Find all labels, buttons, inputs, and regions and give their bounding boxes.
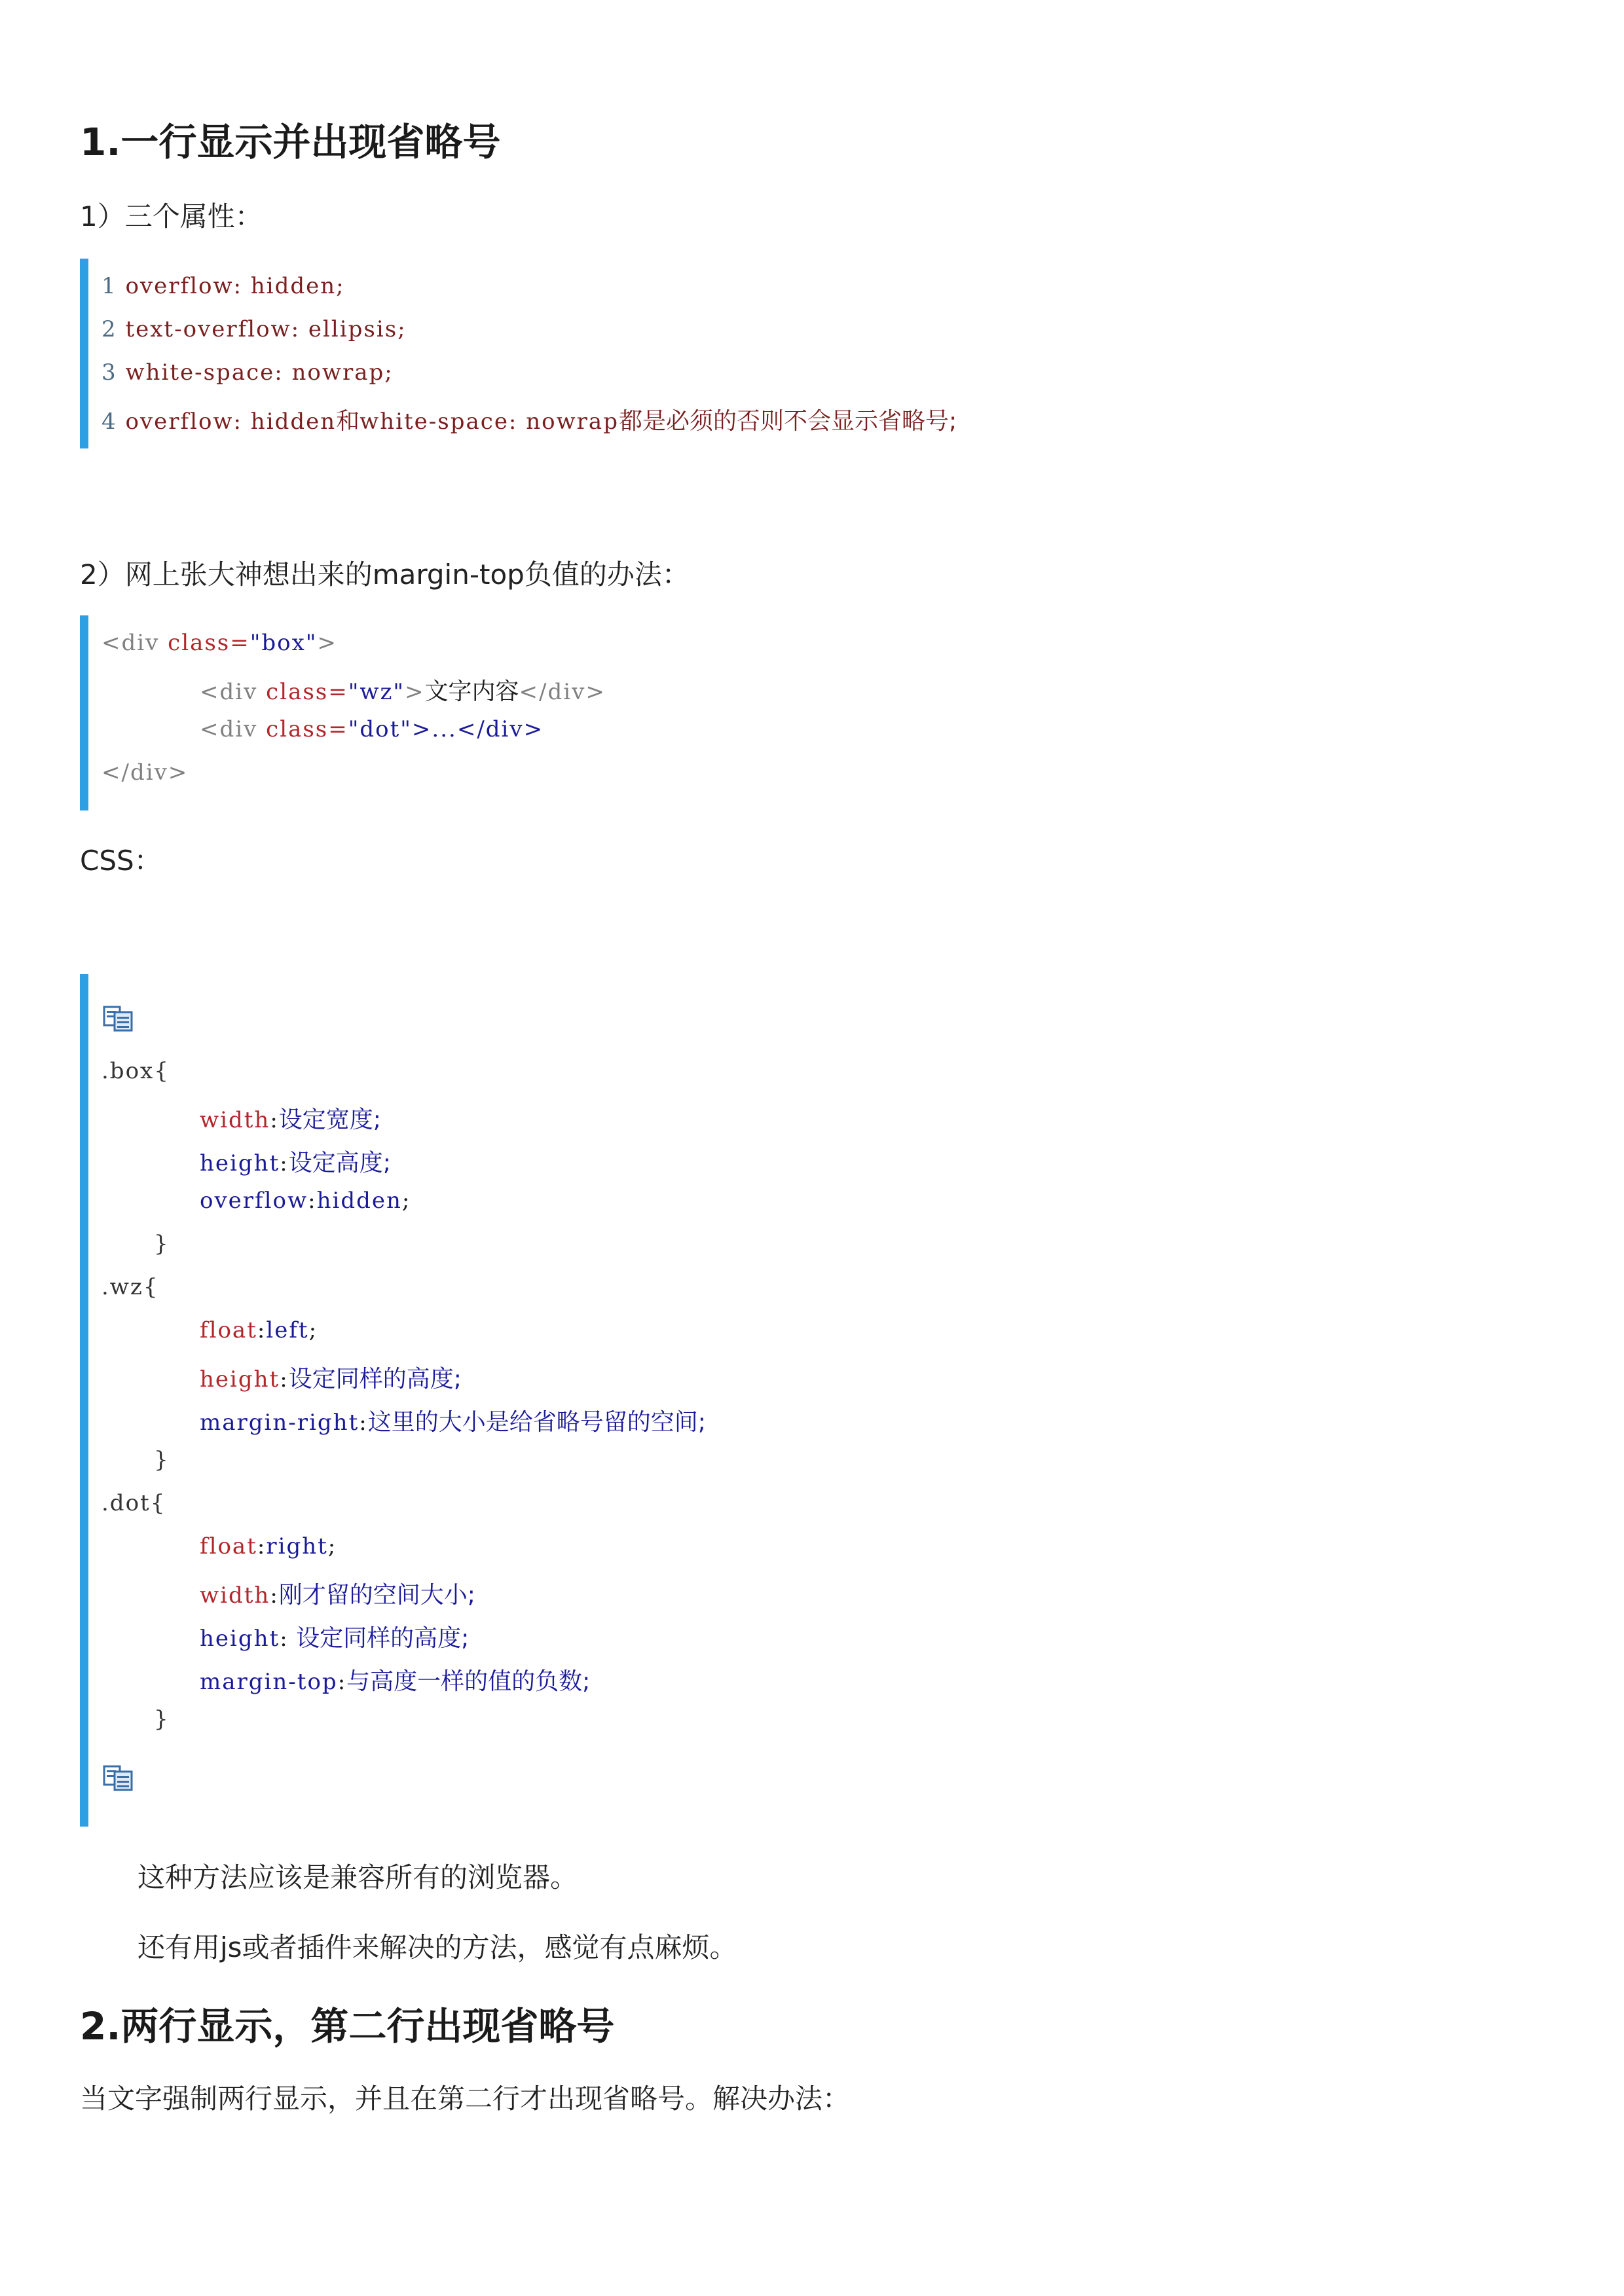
css-wz-height: height:设定同样的高度; [200,1366,462,1393]
html-line-3: <div class="dot">...</div> [200,716,544,742]
section2-title: 2.两行显示，第二行出现省略号 [80,2004,615,2049]
css-dot-height: height: 设定同样的高度; [200,1625,470,1652]
html-line-2: <div class="wz">文字内容</div> [200,678,606,705]
css-selector-wz: .wz{ [101,1274,159,1300]
css-box-height: height:设定高度; [200,1150,391,1176]
css-dot-float: float:right; [200,1533,337,1559]
section1-title: 1.一行显示并出现省略号 [80,120,501,164]
code-block-html [80,615,1071,811]
code-line-4: 4 overflow: hidden和white-space: nowrap都是必须的否则不会显示省略号; [101,408,957,435]
copy-code-icon[interactable] [103,1006,134,1032]
copy-code-icon[interactable] [103,1765,134,1791]
code-line-3: 3 white-space: nowrap; [101,359,394,386]
css-close-brace-1: } [154,1231,170,1257]
code-line-1: 1 overflow: hidden; [101,273,345,299]
css-close-brace-2: } [154,1447,170,1473]
css-box-width: width:设定宽度; [200,1106,381,1133]
paragraph-js-plugins: 还有用js或者插件来解决的方法，感觉有点麻烦。 [138,1931,737,1963]
css-label: CSS： [80,845,162,877]
css-selector-box: .box{ [101,1058,170,1084]
code-block-properties [80,259,1071,448]
subheading-margin-top-method: 2）网上张大神想出来的margin-top负值的办法： [80,558,690,591]
paragraph-compatibility: 这种方法应该是兼容所有的浏览器。 [138,1861,578,1893]
section2-paragraph: 当文字强制两行显示，并且在第二行才出现省略号。解决办法： [80,2083,851,2115]
html-line-4: </div> [101,759,189,786]
css-selector-dot: .dot{ [101,1490,166,1516]
css-wz-margin-right: margin-right:这里的大小是给省略号留的空间; [200,1409,706,1436]
css-close-brace-3: } [154,1706,170,1732]
css-dot-margin-top: margin-top:与高度一样的值的负数; [200,1668,591,1695]
css-wz-float: float:left; [200,1317,318,1343]
html-line-1: <div class="box"> [101,630,337,656]
code-line-2: 2 text-overflow: ellipsis; [101,316,407,342]
css-dot-width: width:刚才留的空间大小; [200,1582,475,1609]
css-box-overflow: overflow:hidden; [200,1188,411,1214]
subheading-three-properties: 1）三个属性： [80,200,263,232]
code-block-css [80,974,1071,1827]
